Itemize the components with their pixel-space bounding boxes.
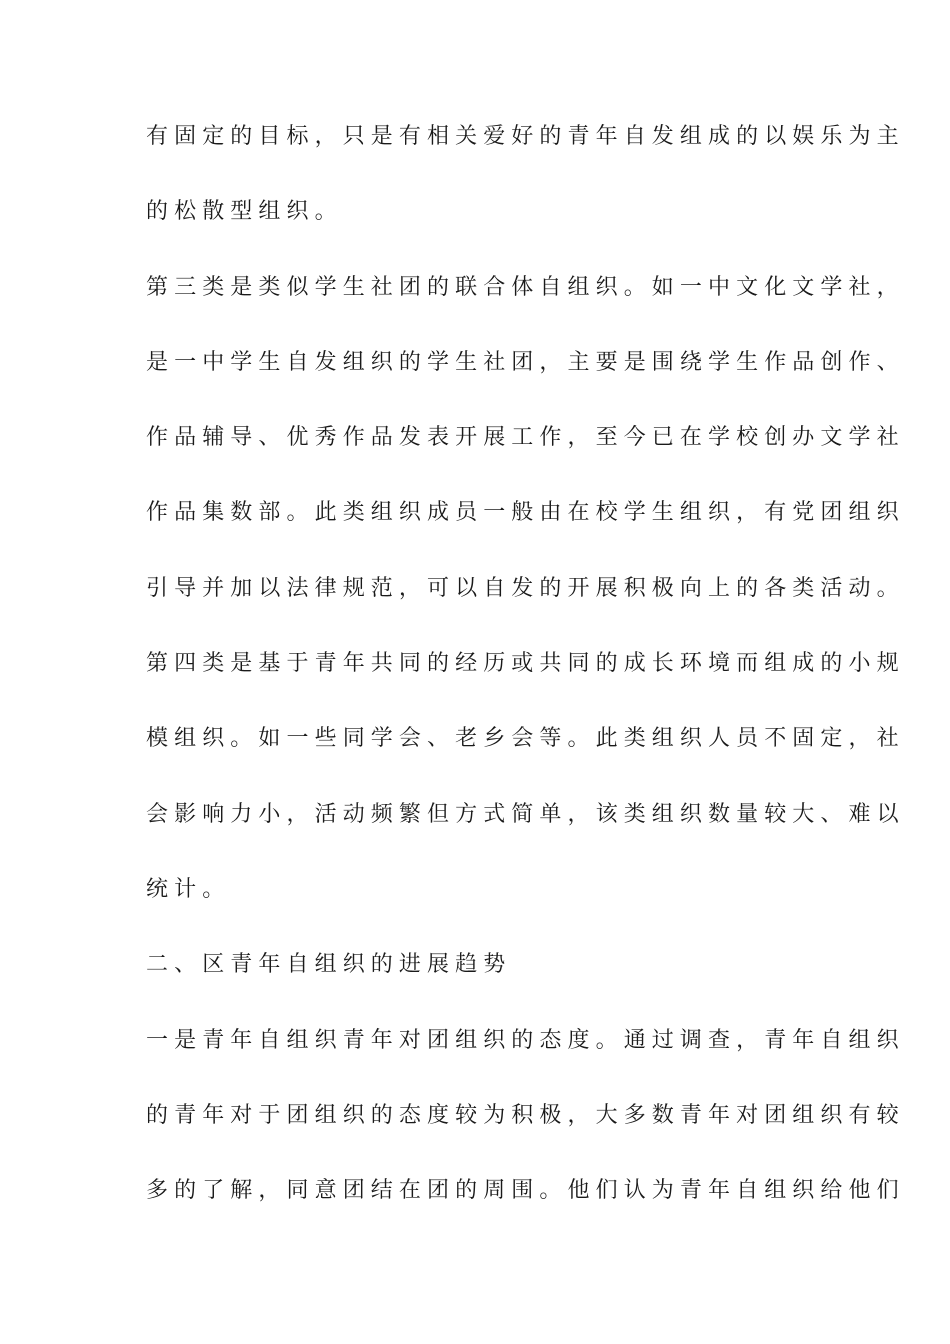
text-line: 统计。 (146, 876, 231, 902)
section-heading: 二、区青年自组织的进展趋势 (146, 952, 512, 978)
text-line: 的青年对于团组织的态度较为积极，大多数青年对团组织有较 (146, 1102, 905, 1128)
text-line: 模组织。如一些同学会、老乡会等。此类组织人员不固定，社 (146, 726, 905, 752)
text-line: 第四类是基于青年共同的经历或共同的成长环境而组成的小规 (146, 651, 905, 677)
body-text (146, 122, 905, 1251)
text-line: 第三类是类似学生社团的联合体自组织。如一中文化文学社， (146, 274, 905, 300)
text-line: 一是青年自组织青年对团组织的态度。通过调查，青年自组织 (146, 1027, 905, 1053)
text-line: 多的了解，同意团结在团的周围。他们认为青年自组织给他们 (146, 1178, 905, 1204)
text-line: 引导并加以法律规范，可以自发的开展积极向上的各类活动。 (146, 575, 905, 601)
text-line: 的松散型组织。 (146, 199, 343, 225)
text-line: 是一中学生自发组织的学生社团，主要是围绕学生作品创作、 (146, 349, 905, 375)
text-line: 作品辅导、优秀作品发表开展工作，至今已在学校创办文学社 (146, 425, 905, 451)
text-line: 会影响力小，活动频繁但方式简单，该类组织数量较大、难以 (146, 801, 905, 827)
text-line: 有固定的目标，只是有相关爱好的青年自发组成的以娱乐为主 (146, 124, 905, 149)
text-line: 作品集数部。此类组织成员一般由在校学生组织，有党团组织 (146, 500, 905, 526)
